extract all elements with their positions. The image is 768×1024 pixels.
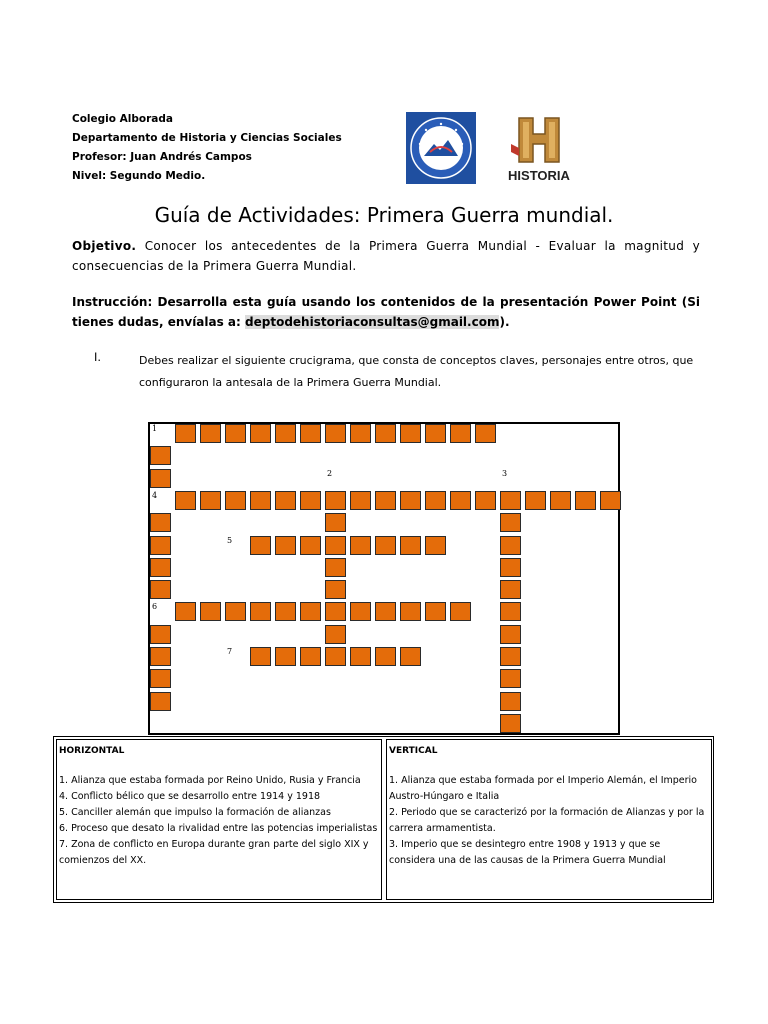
clue-h5: 5. Canciller alemán que impulso la formación de alianzas: [59, 807, 331, 818]
crossword-clue-number: 5: [227, 535, 233, 545]
crossword-cell[interactable]: [225, 536, 246, 555]
crossword-cell[interactable]: [500, 536, 521, 555]
crossword-cell[interactable]: [275, 536, 296, 555]
crossword-cell[interactable]: [325, 424, 346, 443]
crossword-grid: [148, 422, 620, 735]
crossword-cell[interactable]: [425, 424, 446, 443]
crossword-cell[interactable]: [500, 714, 521, 733]
instruction-close: ).: [499, 315, 510, 329]
crossword-cell[interactable]: [500, 491, 521, 510]
crossword-clue-number: 2: [327, 468, 333, 478]
crossword-cell[interactable]: [325, 625, 346, 644]
crossword-cell[interactable]: [200, 491, 221, 510]
crossword-cell[interactable]: [350, 647, 371, 666]
objective-label: Objetivo.: [72, 239, 137, 253]
crossword-cell[interactable]: [300, 536, 321, 555]
crossword-cell[interactable]: [375, 424, 396, 443]
crossword-cell[interactable]: [500, 625, 521, 644]
department-name: Departamento de Historia y Ciencias Sociales: [72, 132, 342, 144]
header-block: [72, 110, 342, 186]
crossword-cell[interactable]: [225, 491, 246, 510]
crossword-cell[interactable]: [375, 602, 396, 621]
crossword-cell[interactable]: [225, 602, 246, 621]
page-title: Guía de Actividades: Primera Guerra mundial.: [154, 203, 614, 227]
school-name: Colegio Alborada: [72, 113, 173, 125]
crossword-cell[interactable]: [250, 602, 271, 621]
crossword-cell[interactable]: [150, 424, 171, 443]
crossword-cell[interactable]: [325, 513, 346, 532]
crossword-cell[interactable]: [150, 446, 171, 465]
crossword-cell[interactable]: [150, 647, 171, 666]
crossword-cell[interactable]: [175, 491, 196, 510]
horizontal-title: HORIZONTAL: [59, 746, 125, 756]
clue-v2: 2. Periodo que se caracterizó por la formación de Alianzas y por la carrera armamentista.: [389, 807, 705, 834]
crossword-cell[interactable]: [325, 469, 346, 488]
crossword-cell[interactable]: [475, 491, 496, 510]
colegio-alborada-logo: [406, 112, 476, 184]
crossword-cell[interactable]: [150, 536, 171, 555]
crossword-cell[interactable]: [150, 469, 171, 488]
crossword-cell[interactable]: [550, 491, 571, 510]
crossword-cell[interactable]: [200, 602, 221, 621]
crossword-cell[interactable]: [250, 424, 271, 443]
crossword-cell[interactable]: [325, 536, 346, 555]
horizontal-clues: [56, 739, 382, 900]
crossword-cell[interactable]: [350, 424, 371, 443]
crossword-cell[interactable]: [400, 424, 421, 443]
crossword-cell[interactable]: [500, 647, 521, 666]
crossword-cell[interactable]: [500, 469, 521, 488]
crossword-cell[interactable]: [300, 602, 321, 621]
crossword-cell[interactable]: [150, 669, 171, 688]
vertical-clues: [386, 739, 712, 900]
crossword-cell[interactable]: [375, 491, 396, 510]
clue-h4: 4. Conflicto bélico que se desarrollo entre 1914 y 1918: [59, 791, 321, 802]
crossword-cell[interactable]: [250, 647, 271, 666]
teacher-name: Profesor: Juan Andrés Campos: [72, 151, 252, 163]
clue-h6: 6. Proceso que desato la rivalidad entre las potencias imperialistas: [59, 823, 378, 834]
crossword-cell[interactable]: [150, 491, 171, 510]
crossword-cell[interactable]: [500, 602, 521, 621]
clue-h1: 1. Alianza que estaba formada por Reino Unido, Rusia y Francia: [59, 775, 361, 786]
crossword-cell[interactable]: [525, 491, 546, 510]
crossword-cell[interactable]: [225, 647, 246, 666]
crossword-cell[interactable]: [600, 491, 621, 510]
crossword-cell[interactable]: [350, 536, 371, 555]
crossword-cell[interactable]: [300, 647, 321, 666]
instruction-text: Instrucción: Desarrolla esta guía usando los contenidos de la presentación Power Point (Si tienes dudas, envíalas a:: [72, 295, 700, 329]
crossword-cell[interactable]: [325, 602, 346, 621]
crossword-clue-number: 3: [502, 468, 508, 478]
crossword-cell[interactable]: [150, 602, 171, 621]
crossword-cell[interactable]: [500, 513, 521, 532]
historia-logo-text: HISTORIA: [508, 168, 570, 183]
crossword-cell[interactable]: [450, 424, 471, 443]
objective: [72, 236, 700, 276]
crossword-clue-number: 4: [152, 490, 158, 500]
objective-text: Conocer los antecedentes de la Primera Guerra Mundial - Evaluar la magnitud y consecuencias de la Primera Guerra Mundial.: [72, 239, 700, 273]
crossword-cell[interactable]: [325, 580, 346, 599]
crossword-cell[interactable]: [400, 647, 421, 666]
crossword-clue-number: 7: [227, 647, 233, 656]
item-numeral: I.: [94, 350, 102, 364]
crossword-cell[interactable]: [400, 536, 421, 555]
crossword-cell[interactable]: [300, 491, 321, 510]
crossword-cell[interactable]: [275, 647, 296, 666]
crossword-cell[interactable]: [500, 580, 521, 599]
crossword-cell[interactable]: [200, 424, 221, 443]
clues-table: [53, 736, 714, 903]
crossword-cell[interactable]: [400, 491, 421, 510]
crossword-cell[interactable]: [275, 602, 296, 621]
crossword-cell[interactable]: [150, 558, 171, 577]
crossword-cell[interactable]: [400, 602, 421, 621]
crossword-cell[interactable]: [325, 491, 346, 510]
crossword-cell[interactable]: [425, 602, 446, 621]
crossword-cell[interactable]: [175, 602, 196, 621]
crossword-clue-number: 1: [152, 424, 158, 433]
crossword-cell[interactable]: [150, 692, 171, 711]
crossword-cell[interactable]: [150, 513, 171, 532]
item-text: Debes realizar el siguiente crucigrama, que consta de conceptos claves, personajes entre otros, que configuraron la antesala de la Primera Guerra Mundial.: [139, 354, 694, 389]
crossword-cell[interactable]: [325, 647, 346, 666]
historia-h-icon: [505, 114, 573, 166]
crossword-cell[interactable]: [575, 491, 596, 510]
clue-v1: 1. Alianza que estaba formada por el Imperio Alemán, el Imperio Austro-Húngaro e Italia: [389, 775, 697, 802]
crossword-cell[interactable]: [300, 424, 321, 443]
crossword-cell[interactable]: [450, 491, 471, 510]
crossword-cell[interactable]: [450, 602, 471, 621]
historia-logo: [505, 114, 573, 186]
vertical-title: VERTICAL: [389, 746, 438, 756]
crossword-cell[interactable]: [500, 692, 521, 711]
crossword-cell[interactable]: [150, 580, 171, 599]
crossword-cell[interactable]: [375, 647, 396, 666]
crossword-cell[interactable]: [175, 424, 196, 443]
crossword-cell[interactable]: [225, 424, 246, 443]
crossword-cell[interactable]: [275, 491, 296, 510]
crossword-cell[interactable]: [425, 536, 446, 555]
level: Nivel: Segundo Medio.: [72, 170, 206, 182]
crossword-cell[interactable]: [250, 491, 271, 510]
crossword-cell[interactable]: [150, 625, 171, 644]
clue-v3: 3. Imperio que se desintegro entre 1908 y 1913 y que se considera una de las causas de la Primera Guerra Mundial: [389, 839, 666, 866]
email-link[interactable]: deptodehistoriaconsultas@gmail.com: [245, 315, 500, 329]
crossword-cell[interactable]: [475, 424, 496, 443]
crossword-cell[interactable]: [325, 558, 346, 577]
crossword-cell[interactable]: [500, 558, 521, 577]
crossword-cell[interactable]: [275, 424, 296, 443]
crossword-cell[interactable]: [500, 669, 521, 688]
crossword-cell[interactable]: [350, 602, 371, 621]
clue-h7: 7. Zona de conflicto en Europa durante gran parte del siglo XIX y comienzos del XX.: [59, 839, 369, 866]
crossword-clue-number: 6: [152, 602, 158, 612]
crossword-cell[interactable]: [250, 536, 271, 555]
crossword-cell[interactable]: [375, 536, 396, 555]
crossword-cell[interactable]: [425, 491, 446, 510]
crossword-cell[interactable]: [350, 491, 371, 510]
instruction: [72, 292, 700, 332]
